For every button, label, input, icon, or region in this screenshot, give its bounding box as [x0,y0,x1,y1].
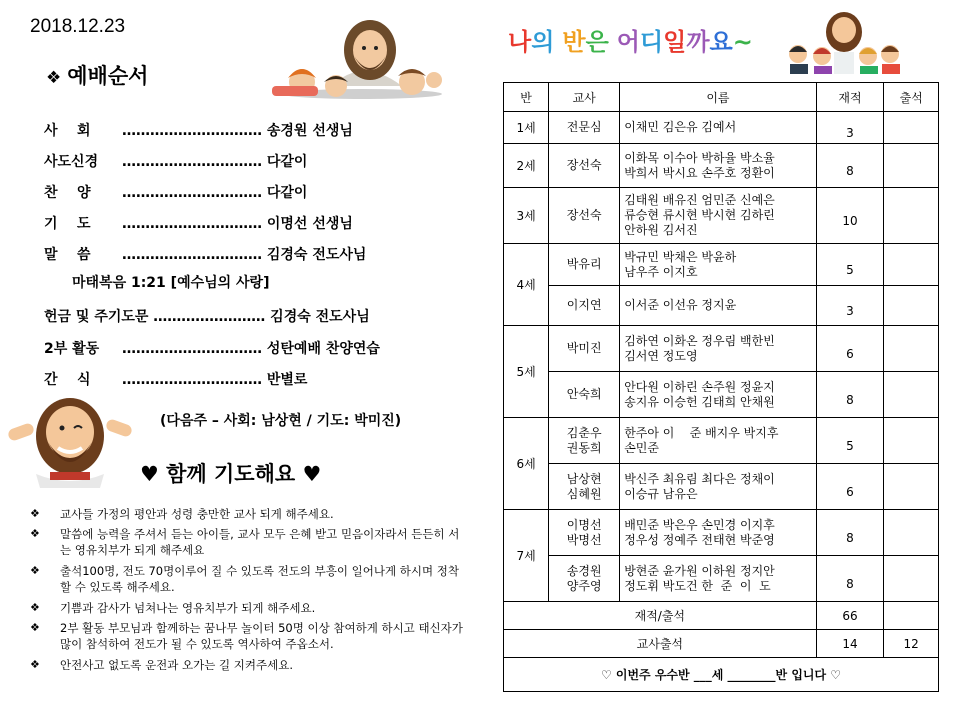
class-cell: 3세 [504,188,549,244]
teacher-cell: 장선숙 [549,188,620,244]
teacher-total: 14 [816,630,884,658]
prayer-item: ❖ 출석100명, 전도 70명이루어 질 수 있도록 전도의 부흥이 일어나게 하시며 정착할 수 있도록 해주세요. [30,564,459,594]
diamond-bullet-icon: ❖ [30,507,40,520]
table-row [504,244,939,286]
table-header-row [504,83,939,112]
diamond-bullet-icon: ❖ [30,621,40,634]
table-row [504,418,939,464]
table-row [504,112,939,144]
attendance-cell [884,286,939,326]
attendance-cell [884,464,939,510]
banner-char: 일 [663,28,687,56]
enrolled-cell: 10 [816,188,884,244]
teacher-cell: 장선숙 [549,144,620,188]
attendance-cell [884,372,939,418]
diamond-bullet-icon: ❖ [30,601,40,614]
jesus-children-illustration [262,16,446,100]
banner-char: 까 [686,28,710,56]
column-header: 이름 [620,83,816,112]
enrolled-cell: 5 [816,418,884,464]
best-class-line: ♡ 이번주 우수반 ___세 ________반 입니다 ♡ [504,658,939,692]
order-row-host: 사 회 ………………………… 송경원 선생님 [44,123,353,139]
enrolled-cell: 8 [816,556,884,602]
names-cell: 안다원 이하린 손주원 정윤지 송지유 이승헌 김태희 안채원 [620,372,816,418]
date: 2018.12.23 [30,16,126,37]
footer-row [504,658,939,692]
banner-char: 은 [585,28,609,56]
prayer-item: ❖ 말씀에 능력을 주셔서 듣는 아이들, 교사 모두 은혜 받고 믿음이자라서 든든히 서는 영유치부가 되게 해주세요 [30,527,460,557]
order-row-offering: 헌금 및 주기도문 …………………… 김경숙 전도사님 [44,309,370,325]
order-row-creed: 사도신경 ………………………… 다같이 [44,154,308,170]
attendance-cell [884,112,939,144]
banner-char: 요 [709,28,733,56]
class-cell: 1세 [504,112,549,144]
table-row [504,286,939,326]
teacher-cell: 남상현 심혜원 [549,464,620,510]
attendance-cell [884,556,939,602]
heart-icon: ♥ [140,462,159,486]
order-row-praise: 찬 양 ………………………… 다같이 [44,185,308,201]
table-row [504,144,939,188]
teacher-cell: 전문심 [549,112,620,144]
worship-order-title: ❖ 예배순서 [46,64,149,88]
names-cell: 김태원 배유진 엄민준 신예은 류승현 류시현 박시현 김하린 안하원 김서진 [620,188,816,244]
table-row [504,556,939,602]
attendance-cell [884,326,939,372]
enrolled-cell: 8 [816,510,884,556]
scripture-reference: 마태복음 1:21 [예수님의 사랑] [72,275,270,291]
diamond-bullet-icon: ❖ [30,527,40,540]
attendance-cell [884,188,939,244]
banner-char: 디 [639,28,664,56]
names-cell: 김하연 이화온 정우림 백한빈 김서연 정도영 [620,326,816,372]
column-header: 출석 [884,83,939,112]
heart-icon: ♥ [302,462,322,486]
jesus-group-illustration [784,8,904,74]
total-attendance [884,602,939,630]
banner-char: ~ [732,28,753,56]
teacher-cell: 이지연 [549,286,620,326]
class-cell: 4세 [504,244,549,326]
names-cell: 이서준 이선유 정지윤 [620,286,816,326]
banner-char: 의 [531,28,555,56]
table-row [504,326,939,372]
column-header: 교사 [549,83,620,112]
table-row [504,510,939,556]
teacher-attendance-label: 교사출석 [504,630,817,658]
order-row-sermon: 말 씀 ………………………… 김경숙 전도사님 [44,247,367,263]
total-label: 재적/출석 [504,602,817,630]
attendance-cell [884,510,939,556]
enrolled-cell: 8 [816,372,884,418]
class-cell: 5세 [504,326,549,418]
order-row-snack: 간 식 ………………………… 반별로 [44,372,308,388]
next-week-notice: (다음주 – 사회: 남상현 / 기도: 박미진) [160,413,402,429]
diamond-bullet-icon: ❖ [46,68,62,88]
teacher-present: 12 [884,630,939,658]
prayer-section-title: ♥ 함께 기도해요 ♥ [140,462,322,486]
order-row-prayer: 기 도 ………………………… 이명선 선생님 [44,216,353,232]
total-row [504,602,939,630]
banner-title [508,22,753,57]
enrolled-cell: 5 [816,244,884,286]
class-cell: 2세 [504,144,549,188]
column-header: 재적 [816,83,884,112]
teacher-cell: 안숙희 [549,372,620,418]
names-cell: 박규민 박채은 박윤하 남우주 이지호 [620,244,816,286]
enrolled-cell: 3 [816,112,884,144]
prayer-item: ❖ 교사들 가정의 평안과 성령 충만한 교사 되게 해주세요. [30,507,334,521]
names-cell: 방현준 윤가원 이하원 정지안 정도휘 박도건 한 준 이 도 [620,556,816,602]
attendance-cell [884,144,939,188]
attendance-cell [884,418,939,464]
teacher-cell: 박미진 [549,326,620,372]
enrolled-cell: 8 [816,144,884,188]
names-cell: 배민준 박은우 손민경 이지후 정우성 정예주 전태현 박준영 [620,510,816,556]
class-cell: 6세 [504,418,549,510]
prayer-item: ❖ 2부 활동 부모님과 함께하는 꿈나무 놀이터 50명 이상 참여하게 하시고 태신자가 많이 참석하여 전도가 될 수 있도록 역사하여 주옵소서. [30,621,463,651]
teacher-cell: 송경원 양주영 [549,556,620,602]
banner-char: 어 [616,28,640,56]
teacher-cell: 김춘우 권동희 [549,418,620,464]
total-enrolled: 66 [816,602,884,630]
attendance-cell [884,244,939,286]
enrolled-cell: 6 [816,464,884,510]
diamond-bullet-icon: ❖ [30,658,40,671]
names-cell: 이채민 김은유 김예서 [620,112,816,144]
teacher-attendance-row [504,630,939,658]
names-cell: 한주아 이 준 배지우 박지후 손민준 [620,418,816,464]
teacher-cell: 이명선 박명선 [549,510,620,556]
banner-char: 반 [562,28,586,56]
enrolled-cell: 6 [816,326,884,372]
table-row [504,372,939,418]
column-header: 반 [504,83,549,112]
names-cell: 이화목 이수아 박하율 박소율 박희서 박시요 손주호 정환이 [620,144,816,188]
diamond-bullet-icon: ❖ [30,564,40,577]
teacher-cell: 박유리 [549,244,620,286]
banner-char: 나 [508,28,532,56]
winking-jesus-illustration [6,392,136,488]
class-table [503,82,939,692]
prayer-item: ❖ 안전사고 없도록 운전과 오가는 길 지켜주세요. [30,658,294,672]
table-row [504,464,939,510]
names-cell: 박신주 최유림 최다은 정채이 이승규 남유은 [620,464,816,510]
table-row [504,188,939,244]
enrolled-cell: 3 [816,286,884,326]
prayer-item: ❖ 기쁨과 감사가 넘쳐나는 영유치부가 되게 해주세요. [30,601,316,615]
order-row-activity: 2부 활동 ………………………… 성탄예배 찬양연습 [44,341,380,357]
class-cell: 7세 [504,510,549,602]
